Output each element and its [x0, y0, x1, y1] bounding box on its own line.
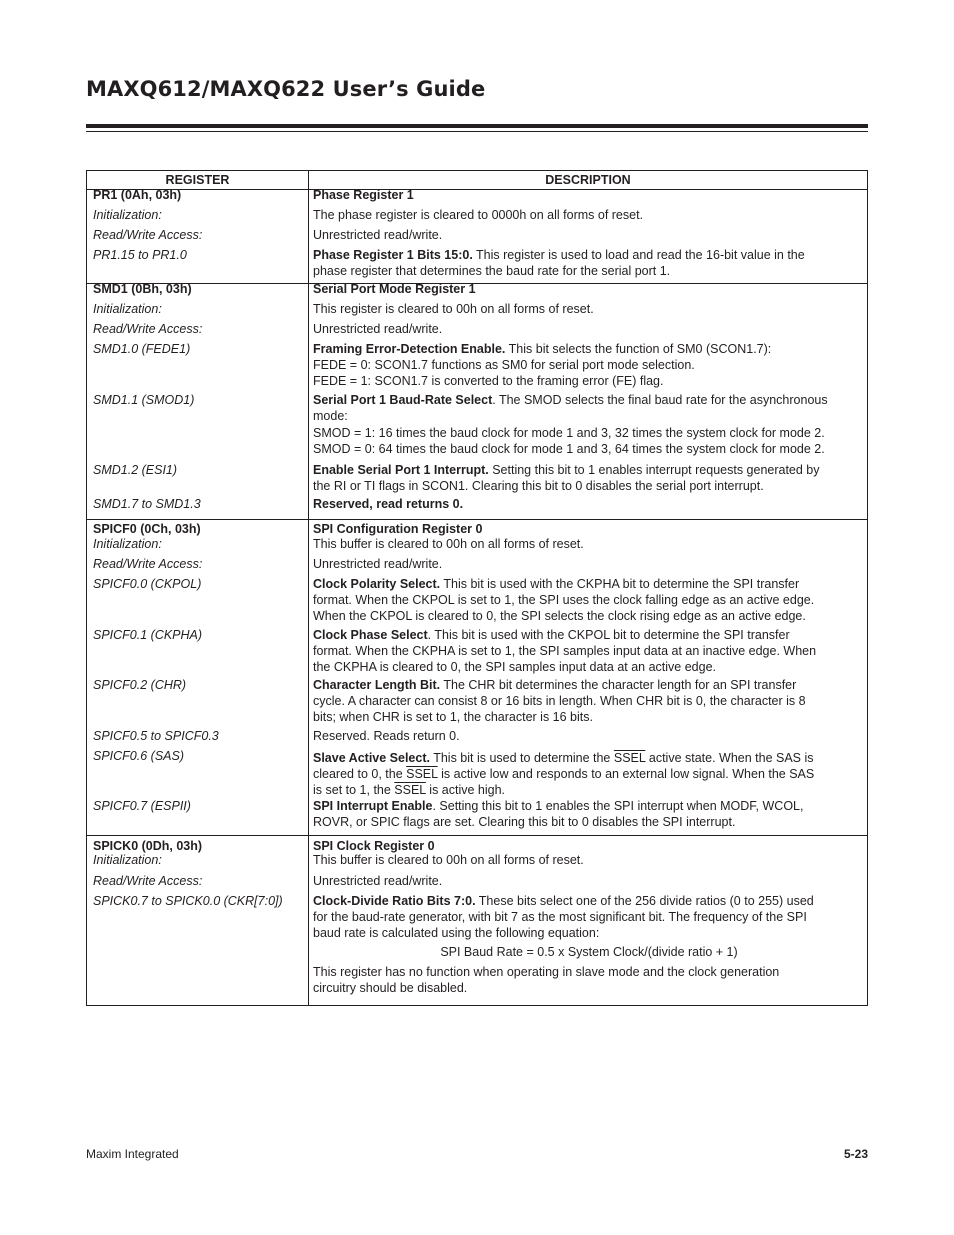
smd1-bit1-description — [313, 392, 865, 424]
smd1-bit0-bold: Framing Error-Detection Enable. — [313, 342, 506, 356]
spicf0-bit6-line1b: active state. When the SAS is — [645, 751, 814, 765]
column-divider — [308, 171, 309, 1005]
row-divider-spicf0 — [87, 835, 867, 836]
smd1-rw-label: Read/Write Access: — [93, 322, 203, 336]
spicf0-bit2-label: SPICF0.2 (CHR) — [93, 678, 187, 692]
pr1-rw-label: Read/Write Access: — [93, 228, 203, 242]
spicf0-bit2-line2: cycle. A character can consist 8 or 16 bits in length. When CHR bit is 0, the character is 8 — [313, 694, 806, 708]
spicf0-bit6-line2b: is active low and responds to an external low signal. When the SAS — [437, 767, 815, 781]
spick0-rw-label: Read/Write Access: — [93, 874, 203, 888]
smd1-register-name: SMD1 (0Bh, 03h) — [93, 282, 192, 296]
pr1-init-text: The phase register is cleared to 0000h on all forms of reset. — [313, 208, 644, 222]
spicf0-bit0-description — [313, 576, 865, 624]
ssel-signal: SSEL — [613, 751, 646, 765]
spick0-init-label: Initialization: — [93, 853, 162, 867]
spicf0-bit2-line3: bits; when CHR is set to 1, the character is 16 bits. — [313, 710, 593, 724]
pr1-bits-label: PR1.15 to PR1.0 — [93, 248, 187, 262]
smd1-init-label: Initialization: — [93, 302, 162, 316]
smd1-reserved-text: Reserved, read returns 0. — [313, 497, 464, 511]
spicf0-bit2-line1: The CHR bit determines the character length for an SPI transfer — [440, 678, 797, 692]
spicf0-reserved-label: SPICF0.5 to SPICF0.3 — [93, 729, 219, 743]
spicf0-init-text: This buffer is cleared to 00h on all forms of reset. — [313, 537, 584, 551]
pr1-title: Phase Register 1 — [313, 188, 414, 202]
spick0-bits-description — [313, 893, 865, 941]
spicf0-reserved-text: Reserved. Reads return 0. — [313, 729, 460, 743]
column-header-register: REGISTER — [165, 173, 230, 187]
spick0-bits-label: SPICK0.7 to SPICK0.0 (CKR[7:0]) — [93, 894, 283, 908]
spick0-bits-bold: Clock-Divide Ratio Bits 7:0. — [313, 894, 476, 908]
spicf0-bit0-line3: When the CKPOL is cleared to 0, the SPI selects the clock rising edge as an active edge. — [313, 609, 806, 623]
spicf0-bit6-line1a: This bit is used to determine the — [429, 751, 614, 765]
smd1-bit1-smod1: SMOD = 1: 16 times the baud clock for mode 1 and 3, 32 times the system clock for mode 2. — [313, 426, 825, 440]
spick0-rw-text: Unrestricted read/write. — [313, 874, 443, 888]
spicf0-bit2-description — [313, 677, 865, 725]
smd1-bit0-description — [313, 341, 865, 389]
spick0-note — [313, 964, 865, 996]
spicf0-bit6-description — [313, 750, 865, 798]
pr1-bits-description — [313, 247, 865, 279]
spicf0-bit6-line2a: cleared to 0, the — [313, 767, 407, 781]
column-header-description: DESCRIPTION — [545, 173, 631, 187]
smd1-bit1-bold: Serial Port 1 Baud-Rate Select — [313, 393, 493, 407]
smd1-bit1-label: SMD1.1 (SMOD1) — [93, 393, 195, 407]
smd1-bit1-line2: mode: — [313, 409, 348, 423]
title-rule-thin — [86, 131, 868, 132]
pr1-bits-line2: phase register that determines the baud rate for the serial port 1. — [313, 264, 671, 278]
pr1-rw-text: Unrestricted read/write. — [313, 228, 443, 242]
spicf0-bit0-bold: Clock Polarity Select. — [313, 577, 441, 591]
spicf0-bit1-bold: Clock Phase Select — [313, 628, 428, 642]
pr1-init-label: Initialization: — [93, 208, 162, 222]
spicf0-title: SPI Configuration Register 0 — [313, 522, 483, 536]
register-table — [86, 170, 868, 1006]
spi-baud-rate-equation: SPI Baud Rate = 0.5 x System Clock/(divide ratio + 1) — [440, 945, 738, 959]
spick0-bits-line1: These bits select one of the 256 divide ratios (0 to 255) used — [475, 894, 814, 908]
smd1-init-text: This register is cleared to 00h on all forms of reset. — [313, 302, 594, 316]
spicf0-bit1-line1: . This bit is used with the CKPOL bit to determine the SPI transfer — [427, 628, 790, 642]
spick0-bits-line2: for the baud-rate generator, with bit 7 as the most significant bit. The frequency of the SPI — [313, 910, 807, 924]
spicf0-init-label: Initialization: — [93, 537, 162, 551]
spicf0-bit0-label: SPICF0.0 (CKPOL) — [93, 577, 202, 591]
smd1-bit0-line2: FEDE = 0: SCON1.7 functions as SM0 for serial port mode selection. — [313, 358, 695, 372]
spicf0-bit6-label: SPICF0.6 (SAS) — [93, 749, 184, 763]
spicf0-bit2-bold: Character Length Bit. — [313, 678, 441, 692]
pr1-register-name: PR1 (0Ah, 03h) — [93, 188, 182, 202]
smd1-bit0-line3: FEDE = 1: SCON1.7 is converted to the framing error (FE) flag. — [313, 374, 664, 388]
smd1-bit2-line2: the RI or TI flags in SCON1. Clearing this bit to 0 disables the serial port interrupt. — [313, 479, 764, 493]
smd1-bit2-line1: Setting this bit to 1 enables interrupt requests generated by — [488, 463, 820, 477]
title-rule-thick — [86, 124, 868, 128]
row-divider-smd1 — [87, 519, 867, 520]
spicf0-register-name: SPICF0 (0Ch, 03h) — [93, 522, 201, 536]
spicf0-bit7-line1: . Setting this bit to 1 enables the SPI interrupt when MODF, WCOL, — [432, 799, 804, 813]
smd1-title: Serial Port Mode Register 1 — [313, 282, 476, 296]
smd1-bit2-label: SMD1.2 (ESI1) — [93, 463, 178, 477]
spick0-note-line1: This register has no function when operating in slave mode and the clock generation — [313, 965, 780, 979]
spicf0-bit7-description — [313, 798, 865, 830]
spick0-note-line2: circuitry should be disabled. — [313, 981, 468, 995]
smd1-reserved-label: SMD1.7 to SMD1.3 — [93, 497, 201, 511]
spick0-bits-line3: baud rate is calculated using the following equation: — [313, 926, 600, 940]
spicf0-bit6-line3a: is set to 1, the — [313, 783, 395, 797]
spicf0-bit1-label: SPICF0.1 (CKPHA) — [93, 628, 203, 642]
ssel-signal: SSEL — [406, 767, 438, 781]
ssel-signal: SSEL — [394, 783, 426, 797]
spick0-register-name: SPICK0 (0Dh, 03h) — [93, 839, 203, 853]
spicf0-bit7-label: SPICF0.7 (ESPII) — [93, 799, 191, 813]
smd1-bit2-description — [313, 462, 865, 494]
spicf0-rw-text: Unrestricted read/write. — [313, 557, 443, 571]
spick0-title: SPI Clock Register 0 — [313, 839, 435, 853]
page-title: MAXQ612/MAXQ622 User’s Guide — [86, 77, 486, 101]
spicf0-rw-label: Read/Write Access: — [93, 557, 203, 571]
spicf0-bit6-bold: Slave Active Select. — [313, 751, 430, 765]
smd1-bit2-bold: Enable Serial Port 1 Interrupt. — [313, 463, 489, 477]
smd1-bit0-label: SMD1.0 (FEDE1) — [93, 342, 191, 356]
spicf0-bit7-bold: SPI Interrupt Enable — [313, 799, 433, 813]
smd1-rw-text: Unrestricted read/write. — [313, 322, 443, 336]
smd1-bit0-line1: This bit selects the function of SM0 (SCON1.7): — [505, 342, 772, 356]
spicf0-bit0-line1: This bit is used with the CKPHA bit to determine the SPI transfer — [440, 577, 800, 591]
spicf0-bit0-line2: format. When the CKPOL is set to 1, the SPI uses the clock falling edge as an active edge. — [313, 593, 815, 607]
spicf0-bit1-line3: the CKPHA is cleared to 0, the SPI samples input data at an active edge. — [313, 660, 717, 674]
pr1-bits-line1: This register is used to load and read the 16-bit value in the — [472, 248, 805, 262]
spicf0-bit7-line2: ROVR, or SPIC flags are set. Clearing this bit to 0 disables the SPI interrupt. — [313, 815, 736, 829]
smd1-bit1-line1: . The SMOD selects the final baud rate for the asynchronous — [492, 393, 828, 407]
pr1-bits-bold: Phase Register 1 Bits 15:0. — [313, 248, 473, 262]
footer-company: Maxim Integrated — [86, 1147, 179, 1161]
spicf0-bit1-line2: format. When the CKPHA is set to 1, the SPI samples input data at an inactive edge. When — [313, 644, 817, 658]
spicf0-bit6-line3b: is active high. — [425, 783, 506, 797]
spick0-init-text: This buffer is cleared to 00h on all forms of reset. — [313, 853, 584, 867]
smd1-bit1-smod0: SMOD = 0: 64 times the baud clock for mode 1 and 3, 64 times the system clock for mode 2. — [313, 442, 825, 456]
spicf0-bit1-description — [313, 627, 865, 675]
page-number: 5-23 — [843, 1147, 868, 1161]
